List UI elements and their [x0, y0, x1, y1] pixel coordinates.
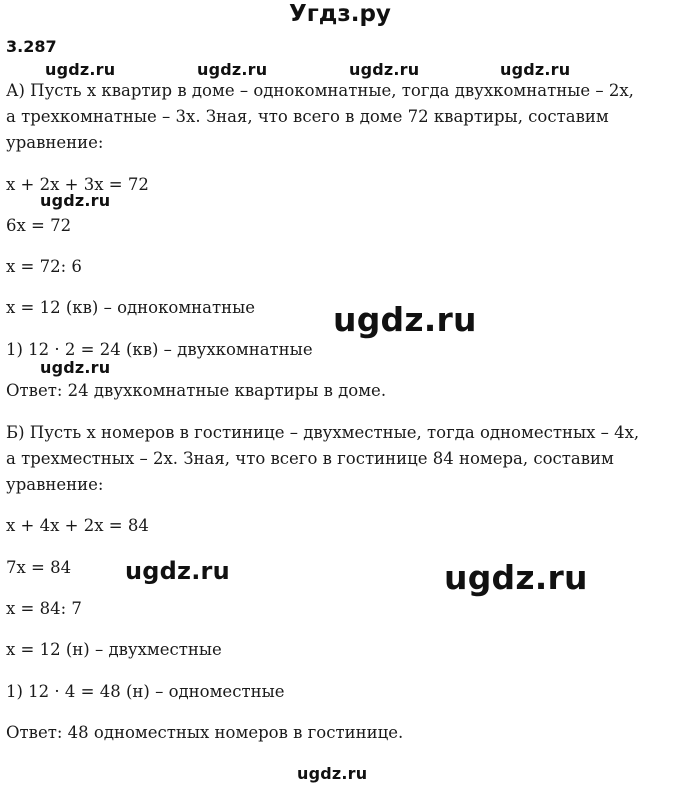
watermark-4: ugdz.ru: [500, 60, 571, 79]
watermark-6: ugdz.ru: [333, 300, 477, 339]
part-a-answer: Ответ: 24 двухкомнатные квартиры в доме.: [6, 381, 387, 400]
site-title: Угдз.ру: [289, 1, 391, 27]
part-b-line-2: а трехместных – 2x. Зная, что всего в гостинице 84 номера, составим: [6, 449, 614, 468]
watermark-9: ugdz.ru: [444, 558, 588, 597]
part-b-answer: Ответ: 48 одноместных номеров в гостинице.: [6, 723, 404, 742]
part-a-line-1: А) Пусть x квартир в доме – однокомнатные, тогда двухкомнатные – 2x,: [6, 81, 634, 100]
watermark-1: ugdz.ru: [45, 60, 116, 79]
part-b-equation-1: x + 4x + 2x = 84: [6, 516, 149, 535]
part-a-equation-3: x = 72: 6: [6, 257, 82, 276]
watermark-2: ugdz.ru: [197, 60, 268, 79]
part-a-equation-2: 6x = 72: [6, 216, 72, 235]
watermark-7: ugdz.ru: [40, 358, 111, 377]
part-a-step-1: 1) 12 · 2 = 24 (кв) – двухкомнатные: [6, 340, 313, 359]
watermark-3: ugdz.ru: [349, 60, 420, 79]
part-b-line-3: уравнение:: [6, 475, 104, 494]
part-b-line-1: Б) Пусть x номеров в гостинице – двухместные, тогда одноместных – 4x,: [6, 423, 640, 442]
watermark-10: ugdz.ru: [297, 764, 368, 783]
task-number: 3.287: [6, 37, 57, 56]
part-a-line-2: а трехкомнатные – 3x. Зная, что всего в доме 72 квартиры, составим: [6, 107, 609, 126]
part-b-equation-4: x = 12 (н) – двухместные: [6, 640, 222, 659]
watermark-5: ugdz.ru: [40, 191, 111, 210]
part-a-line-3: уравнение:: [6, 133, 104, 152]
part-b-equation-2: 7x = 84: [6, 558, 72, 577]
watermark-8: ugdz.ru: [125, 557, 230, 585]
part-b-equation-3: x = 84: 7: [6, 599, 82, 618]
part-a-equation-1: x + 2x + 3x = 72: [6, 175, 149, 194]
part-a-equation-4: x = 12 (кв) – однокомнатные: [6, 298, 256, 317]
part-b-step-1: 1) 12 · 4 = 48 (н) – одноместные: [6, 682, 285, 701]
